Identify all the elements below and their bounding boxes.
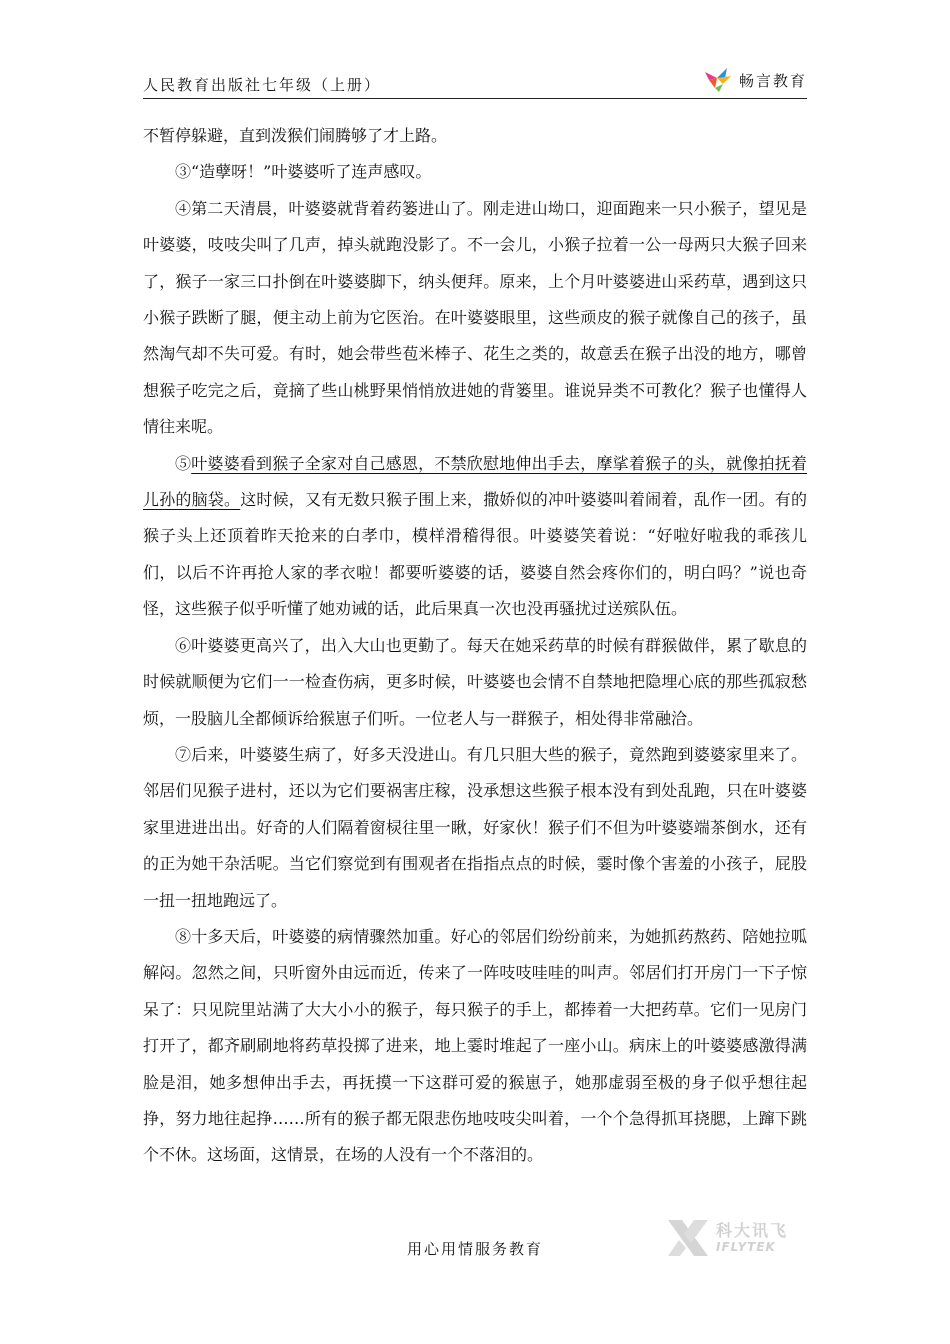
brand-name: 畅言教育	[738, 71, 807, 90]
page-header	[143, 71, 807, 99]
brand	[703, 66, 807, 94]
article-body	[143, 118, 807, 1174]
paragraph-5	[143, 446, 807, 628]
book-title: 人民教育出版社七年级（上册）	[143, 76, 382, 94]
page-footer: 用心用情服务教育	[406, 1240, 543, 1258]
watermark-en: IFLYTEK	[716, 1240, 776, 1254]
paragraph-3: ③“造孽呀！”叶婆婆听了连声感叹。	[175, 162, 432, 182]
paragraph-4: ④第二天清晨，叶婆婆就背着药篓进山了。刚走进山坳口，迎面跑来一只小猴子，望见是叶婆婆，吱吱尖叫了几声，掉头就跑没影了。不一会儿，小猴子拉着一公一母两只大猴子回来了，猴子一家三口扑倒在叶婆婆脚下，纳头便拜。原来，上个月叶婆婆进山采药草，遇到这只小猴子跌断了腿，便主动上前为它医治。在叶婆婆眼里，这些顽皮的猴子就像自己的孩子，虽然淘气却不失可爱。有时，她会带些苞米棒子、花生之类的，故意丢在猴子出没的地方，哪曾想猴子吃完之后，竟摘了些山桃野果悄悄放进她的背篓里。谁说异类不可教化？猴子也懂得人情往来呢。	[143, 198, 807, 437]
watermark-cn: 科大讯飞	[716, 1221, 789, 1240]
iflytek-x-logo-icon	[664, 1216, 712, 1260]
underlined-sentence: 叶婆婆看到猴子全家对自己感恩，不禁欣慰地伸出手去，摩挲着猴子的头，就像拍抚着儿孙的脑袋。	[143, 453, 807, 510]
paragraph-7: ⑦后来，叶婆婆生病了，好多天没进山。有几只胆大些的猴子，竟然跑到婆婆家里来了。邻居们见猴子进村，还以为它们要祸害庄稼，没承想这些猴子根本没有到处乱跑，只在叶婆婆家里进进出出。好奇的人们隔着窗棂往里一瞅，好家伙！猴子们不但为叶婆婆端茶倒水，还有的正为她干杂活呢。当它们察觉到有围观者在指指点点的时候，霎时像个害羞的小孩子，屁股一扭一扭地跑远了。	[143, 744, 807, 910]
paragraph-5-rest: 这时候，又有无数只猴子围上来，撒娇似的冲叶婆婆叫着闹着，乱作一团。有的猴子头上还顶着昨天抢来的白孝巾，模样滑稽得很。叶婆婆笑着说：“好啦好啦我的乖孩儿们，以后不许再抢人家的孝衣啦！都要听婆婆的话，婆婆自然会疼你们的，明白吗？”说也奇怪，这些猴子似乎听懂了她劝诫的话，此后果真一次也没再骚扰过送殡队伍。	[143, 490, 807, 619]
iflytek-watermark	[664, 1212, 804, 1272]
colorful-bird-logo-icon	[703, 66, 733, 94]
paragraph-6: ⑥叶婆婆更高兴了，出入大山也更勤了。每天在她采药草的时候有群猴做伴，累了歇息的时候就顺便为它们一一检查伤病，更多时候，叶婆婆也会情不自禁地把隐埋心底的那些孤寂愁烦，一股脑儿全都倾诉给猴崽子们听。一位老人与一群猴子，相处得非常融洽。	[143, 635, 807, 728]
paragraph-continuation: 不暂停躲避，直到泼猴们闹腾够了才上路。	[143, 126, 448, 145]
paragraph-8: ⑧十多天后，叶婆婆的病情骤然加重。好心的邻居们纷纷前来，为她抓药熬药、陪她拉呱解闷。忽然之间，只听窗外由远而近，传来了一阵吱吱哇哇的叫声。邻居们打开房门一下子惊呆了：只见院里站满了大大小小的猴子，每只猴子的手上，都捧着一大把药草。它们一见房门打开了，都齐刷刷地将药草投掷了进来，地上霎时堆起了一座小山。病床上的叶婆婆感激得满脸是泪，她多想伸出手去，再抚摸一下这群可爱的猴崽子，她那虚弱至极的身子似乎想往起挣，努力地往起挣……所有的猴子都无限悲伤地吱吱尖叫着，一个个急得抓耳挠腮，上蹿下跳个不休。这场面，这情景，在场的人没有一个不落泪的。	[143, 926, 807, 1165]
paragraph-5-number: ⑤	[175, 453, 192, 473]
